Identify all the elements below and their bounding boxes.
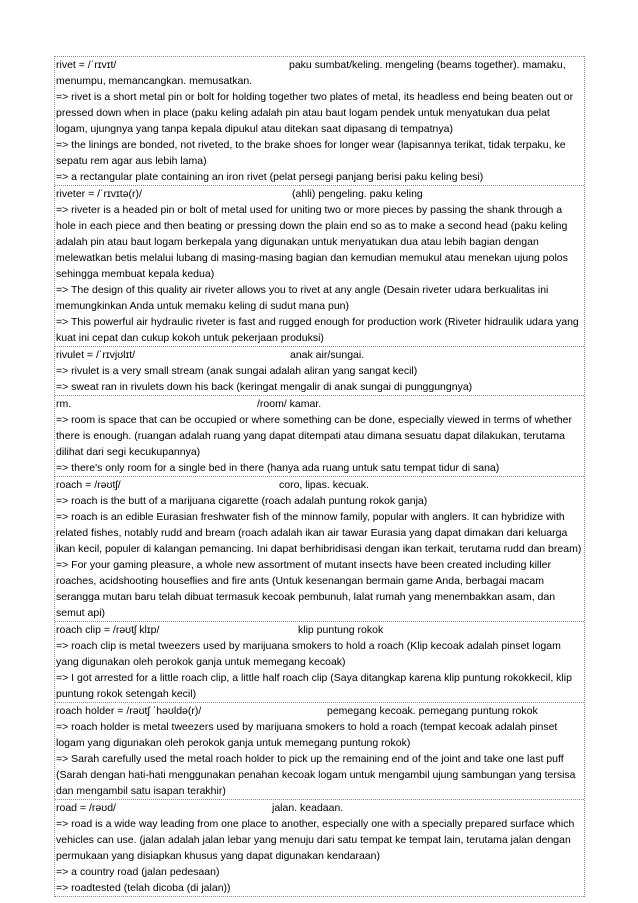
entry-example-line: => sweat ran in rivulets down his back (keringat mengalir di anak sungai di punggungnya) bbox=[56, 381, 473, 393]
entry-example-line: => the linings are bonded, not riveted, to the brake shoes for longer wear (lapisannya terikat, tidak terpaku, ke sepatu rem agar aus lebih lama) bbox=[56, 139, 566, 167]
entry-headword-line bbox=[55, 186, 584, 202]
dictionary-entry bbox=[55, 185, 584, 346]
entry-example-line: => a rectangular plate containing an iron rivet (pelat persegi panjang berisi paku keling besi) bbox=[56, 171, 484, 183]
entry-headword-line bbox=[55, 800, 584, 816]
dictionary-entry bbox=[55, 799, 584, 897]
entry-example-line: => road is a wide way leading from one place to another, especially one with a specially prepared surface which vehicles can use. (jalan adalah jalan lebar yang menuju dari satu tempat ke tempat lain, terutama jalan dengan permukaan yang disiapkan khusus yang dapat digunakan kendaraan) bbox=[56, 818, 575, 862]
entry-term: rivet = /ˈrɪvɪt/ bbox=[56, 59, 117, 71]
entry-gloss: klip puntung rokok bbox=[298, 624, 384, 636]
entry-headword-line bbox=[55, 477, 584, 493]
entry-example-line: => I got arrested for a little roach clip, a little half roach clip (Saya ditangkap karena klip puntung rokokkecil, klip puntung rokok setengah kecil) bbox=[56, 672, 572, 700]
dictionary-entries bbox=[54, 56, 585, 897]
entry-term: riveter = /ˈrɪvɪtə(r)/ bbox=[56, 188, 142, 200]
entry-headword-line bbox=[55, 347, 584, 363]
entry-term: roach clip = /rəʊtʃ klɪp/ bbox=[56, 624, 160, 636]
entry-example-line: => roach is an edible Eurasian freshwater fish of the minnow family, popular with anglers. It can hybridize with related fishes, notably rudd and bream (roach adalah ikan air tawar Eurasia yang dapat dimakan dari keluarga ikan kecil, populer di kalangan pemancing. Ini dapat berhibridisasi dengan ikan terkait, terutama rudd dan bream) bbox=[56, 511, 582, 555]
entry-example-line: => rivulet is a very small stream (anak sungai adalah aliran yang sangat kecil) bbox=[56, 365, 418, 377]
entry-gloss: (ahli) pengeling. paku keling bbox=[292, 188, 423, 200]
entry-gloss: jalan. keadaan. bbox=[272, 802, 344, 814]
entry-headword-line bbox=[55, 622, 584, 638]
entry-example-line: => riveter is a headed pin or bolt of metal used for uniting two or more pieces by passing the shank through a hole in each piece and then beating or pressing down the plain end so as to make a second head (paku keling adalah pin atau baut logam berkepala yang digunakan untuk menyatukan dua atau lebih bagian dengan melewatkan betis melalui lubang di masing-masing bagian dan kemudian memukul atau menekan ujung polos sehingga membuat kepala kedua) bbox=[56, 204, 568, 280]
entry-term: rivulet = /ˈrɪvjʊlɪt/ bbox=[56, 349, 136, 361]
dictionary-entry bbox=[55, 395, 584, 476]
entry-headword-line bbox=[55, 396, 584, 412]
entry-gloss: paku sumbat/keling. mengeling (beams together). mamaku, menumpu, memancangkan. memusatkan. bbox=[56, 59, 566, 87]
entry-example-line: => For your gaming pleasure, a whole new assortment of mutant insects have been created including killer roaches, acidshooting houseflies and fire ants (Untuk kesenangan bermain game Anda, berbagai macam serangga mutan baru telah dibuat termasuk kecoak pembunuh, lalat rumah yang menembakkan asam, dan semut api) bbox=[56, 559, 556, 619]
dictionary-entry bbox=[55, 346, 584, 395]
entry-gloss: coro, lipas. kecuak. bbox=[279, 479, 369, 491]
entry-example-line: => The design of this quality air riveter allows you to rivet at any angle (Desain riveter udara berkualitas ini memungkinkan Anda untuk memaku keling di sudut mana pun) bbox=[56, 284, 549, 312]
entry-gloss: pemegang kecoak. pemegang puntung rokok bbox=[327, 705, 538, 717]
dictionary-entry bbox=[55, 56, 584, 185]
entry-example-line: => roadtested (telah dicoba (di jalan)) bbox=[56, 882, 231, 894]
entry-example-line: => roach clip is metal tweezers used by marijuana smokers to hold a roach (Klip kecoak adalah pinset logam yang digunakan oleh perokok ganja untuk memegang kecoak) bbox=[56, 640, 561, 668]
entry-headword-line bbox=[55, 57, 584, 89]
dictionary-entry bbox=[55, 476, 584, 621]
entry-term: roach holder = /rəʊtʃ ˈhəʊldə(r)/ bbox=[56, 705, 202, 717]
dictionary-entry bbox=[55, 702, 584, 799]
entry-example-line: => roach is the butt of a marijuana cigarette (roach adalah puntung rokok ganja) bbox=[56, 495, 428, 507]
entry-example-line: => rivet is a short metal pin or bolt for holding together two plates of metal, its headless end being beaten out or pressed down when in place (paku keling adalah pin atau baut logam pendek untuk menyatukan dua pelat logam, ujungnya yang tanpa kepala dipukul atau ditekan saat dipasang di tempatnya) bbox=[56, 91, 574, 135]
entry-term: rm. bbox=[56, 398, 72, 410]
entry-example-line: => This powerful air hydraulic riveter is fast and rugged enough for production work (Riveter hidraulik udara yang kuat ini cepat dan cukup kokoh untuk pekerjaan produksi) bbox=[56, 316, 579, 344]
entry-example-line: => Sarah carefully used the metal roach holder to pick up the remaining end of the joint and take one last puff (Sarah dengan hati-hati menggunakan penahan kecoak logam untuk mengambil ujung sambungan yang tersisa dan mengambil satu isapan terakhir) bbox=[56, 753, 576, 797]
entry-example-line: => roach holder is metal tweezers used by marijuana smokers to hold a roach (tempat kecoak adalah pinset logam yang digunakan oleh perokok ganja untuk memegang puntung rokok) bbox=[56, 721, 558, 749]
entry-example-line: => room is space that can be occupied or where something can be done, especially viewed in terms of whether there is enough. (ruangan adalah ruang yang dapat ditempati atau dimana sesuatu dapat dilakukan, terutama dilihat dari segi kecukupannya) bbox=[56, 414, 572, 458]
dictionary-entry bbox=[55, 621, 584, 702]
entry-gloss: anak air/sungai. bbox=[290, 349, 365, 361]
entry-headword-line bbox=[55, 703, 584, 719]
entry-example-line: => there's only room for a single bed in there (hanya ada ruang untuk satu tempat tidur di sana) bbox=[56, 462, 500, 474]
entry-term: roach = /rəʊtʃ/ bbox=[56, 479, 121, 491]
entry-example-line: => a country road (jalan pedesaan) bbox=[56, 866, 220, 878]
entry-gloss: /room/ kamar. bbox=[257, 398, 322, 410]
entry-term: road = /rəʊd/ bbox=[56, 802, 116, 814]
